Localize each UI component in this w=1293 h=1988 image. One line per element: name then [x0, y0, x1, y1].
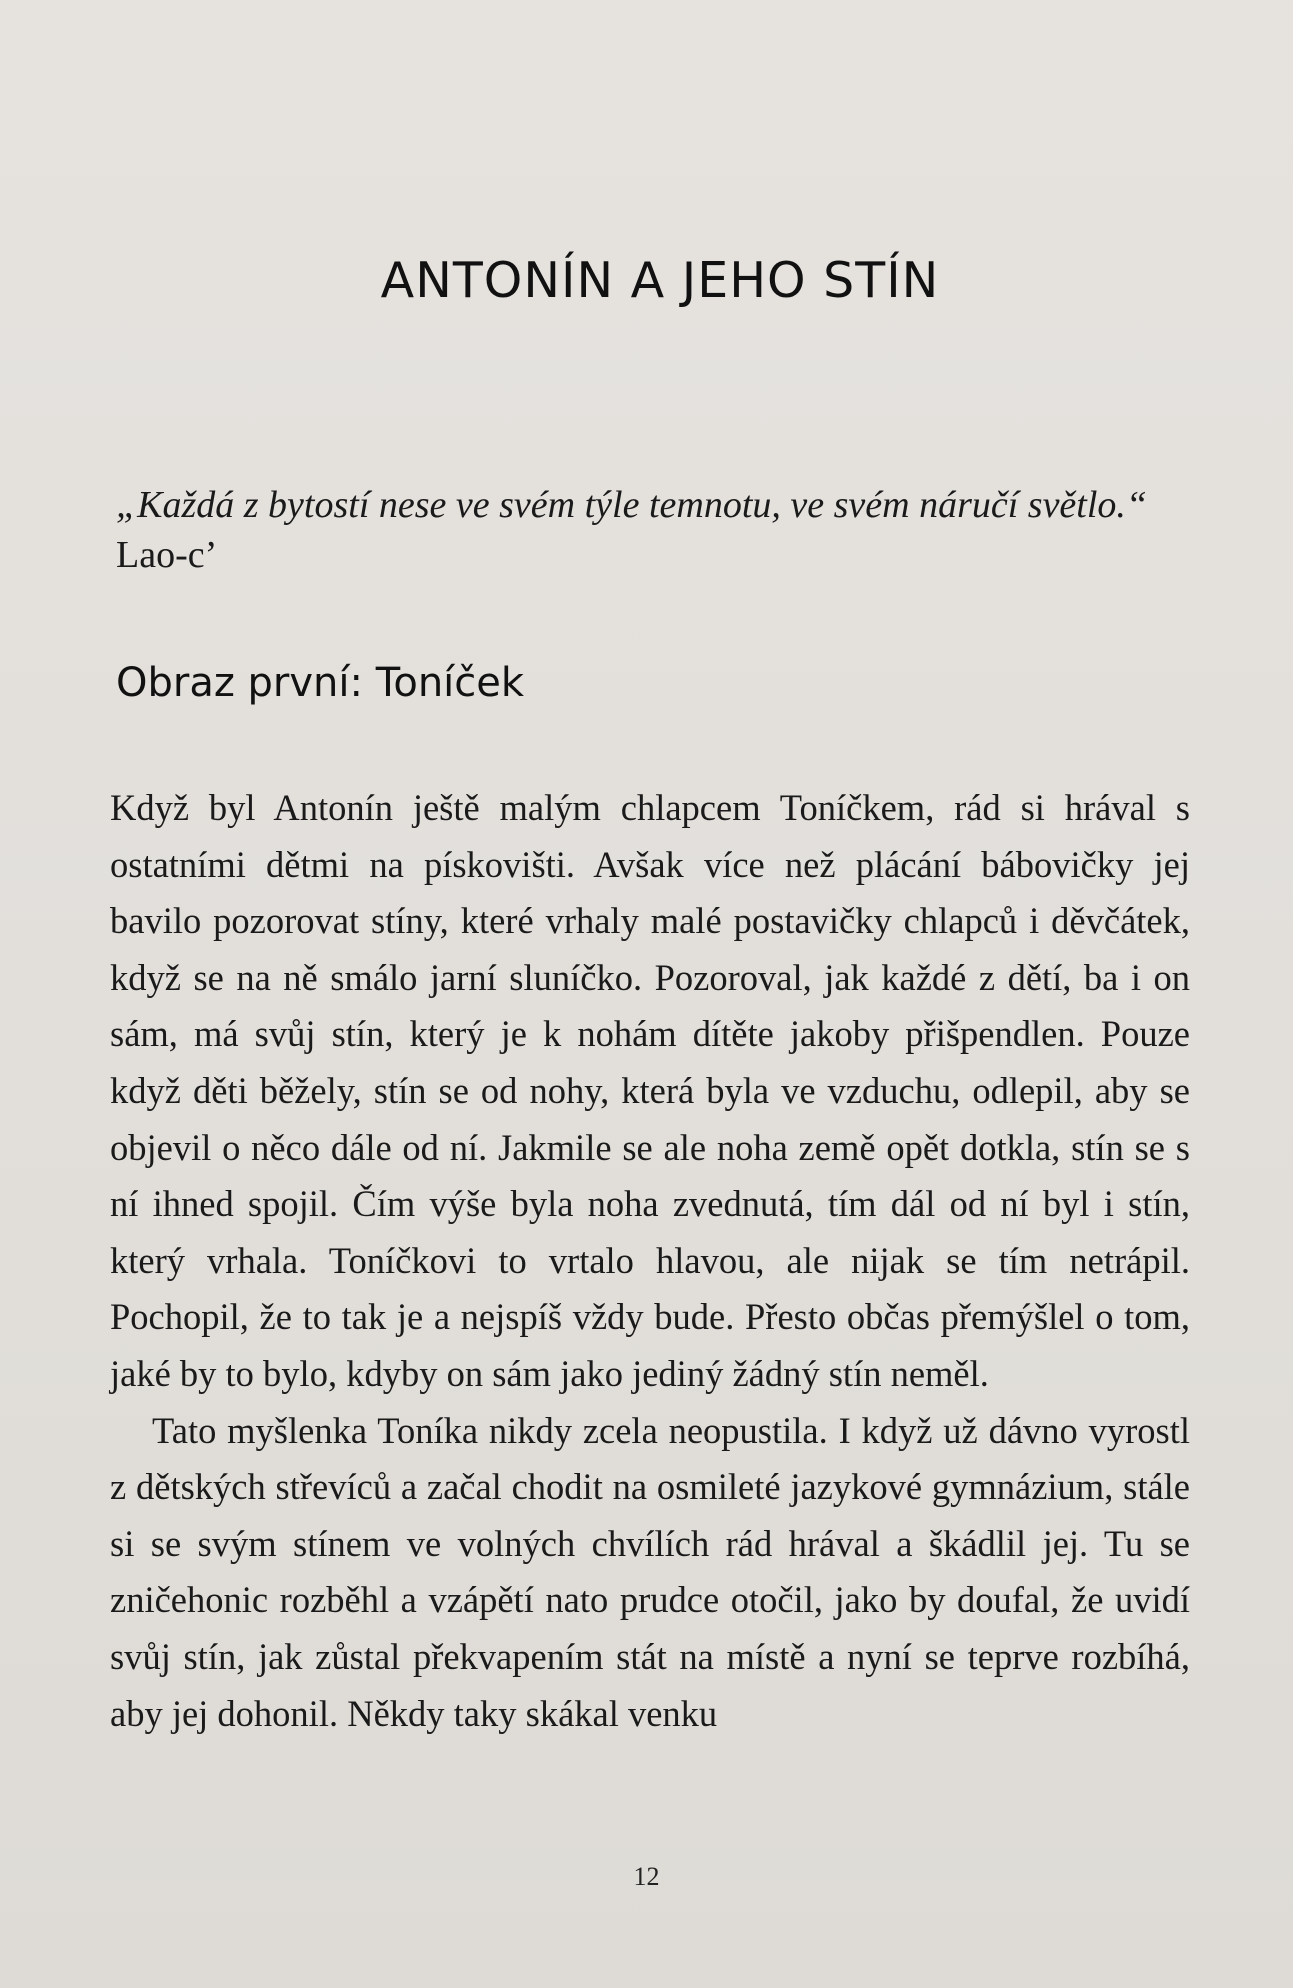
page-number: 12 [633, 1862, 660, 1891]
epigraph-quote: „Každá z bytostí nese ve svém týle temnotu, ve svém náručí světlo.“ [116, 484, 1148, 526]
paragraph-2: Tato myšlenka Toníka nikdy zcela neopustila. I když už dávno vyrostl z dětských střevíců a začal chodit na osmileté jazykové gymnázium, stále si se svým stínem ve volných chvílích rád hrával a škádlil jej. Tu se zničehonic rozběhl a vzápětí nato prudce otočil, jako by doufal, že uvidí svůj stín, jak zůstal překvapením stát na místě a nyní se teprve rozbíhá, aby jej dohonil. Někdy taky skákal venku [110, 1409, 1190, 1734]
section-heading: Obraz první: Toníček [116, 660, 525, 706]
epigraph [116, 480, 1206, 580]
epigraph-author: Lao-c’ [116, 534, 218, 576]
chapter-title: ANTONÍN A JEHO STÍN [380, 252, 940, 309]
paragraph-1: Když byl Antonín ještě malým chlapcem Toníčkem, rád si hrával s ostatními dětmi na pískovišti. Avšak více než plácání bábovičky jej bavilo pozorovat stíny, které vrhaly malé postavičky chlapců i děvčátek, když se na ně smálo jarní sluníčko. Pozoroval, jak každé z dětí, ba i on sám, má svůj stín, který je k nohám dítěte jakoby přišpendlen. Pouze když děti běžely, stín se od nohy, která byla ve vzduchu, odlepil, aby se objevil o něco dále od ní. Jakmile se ale noha země opět dotkla, stín se s ní ihned spojil. Čím výše byla noha zvednutá, tím dál od ní byl i stín, který vrhala. Toníčkovi to vrtalo hlavou, ale nijak se tím netrápil. Pochopil, že to tak je a nejspíš vždy bude. Přesto občas přemýšlel o tom, jaké by to bylo, kdyby on sám jako jediný žádný stín neměl. [110, 787, 1190, 1394]
body-text [110, 780, 1190, 1742]
